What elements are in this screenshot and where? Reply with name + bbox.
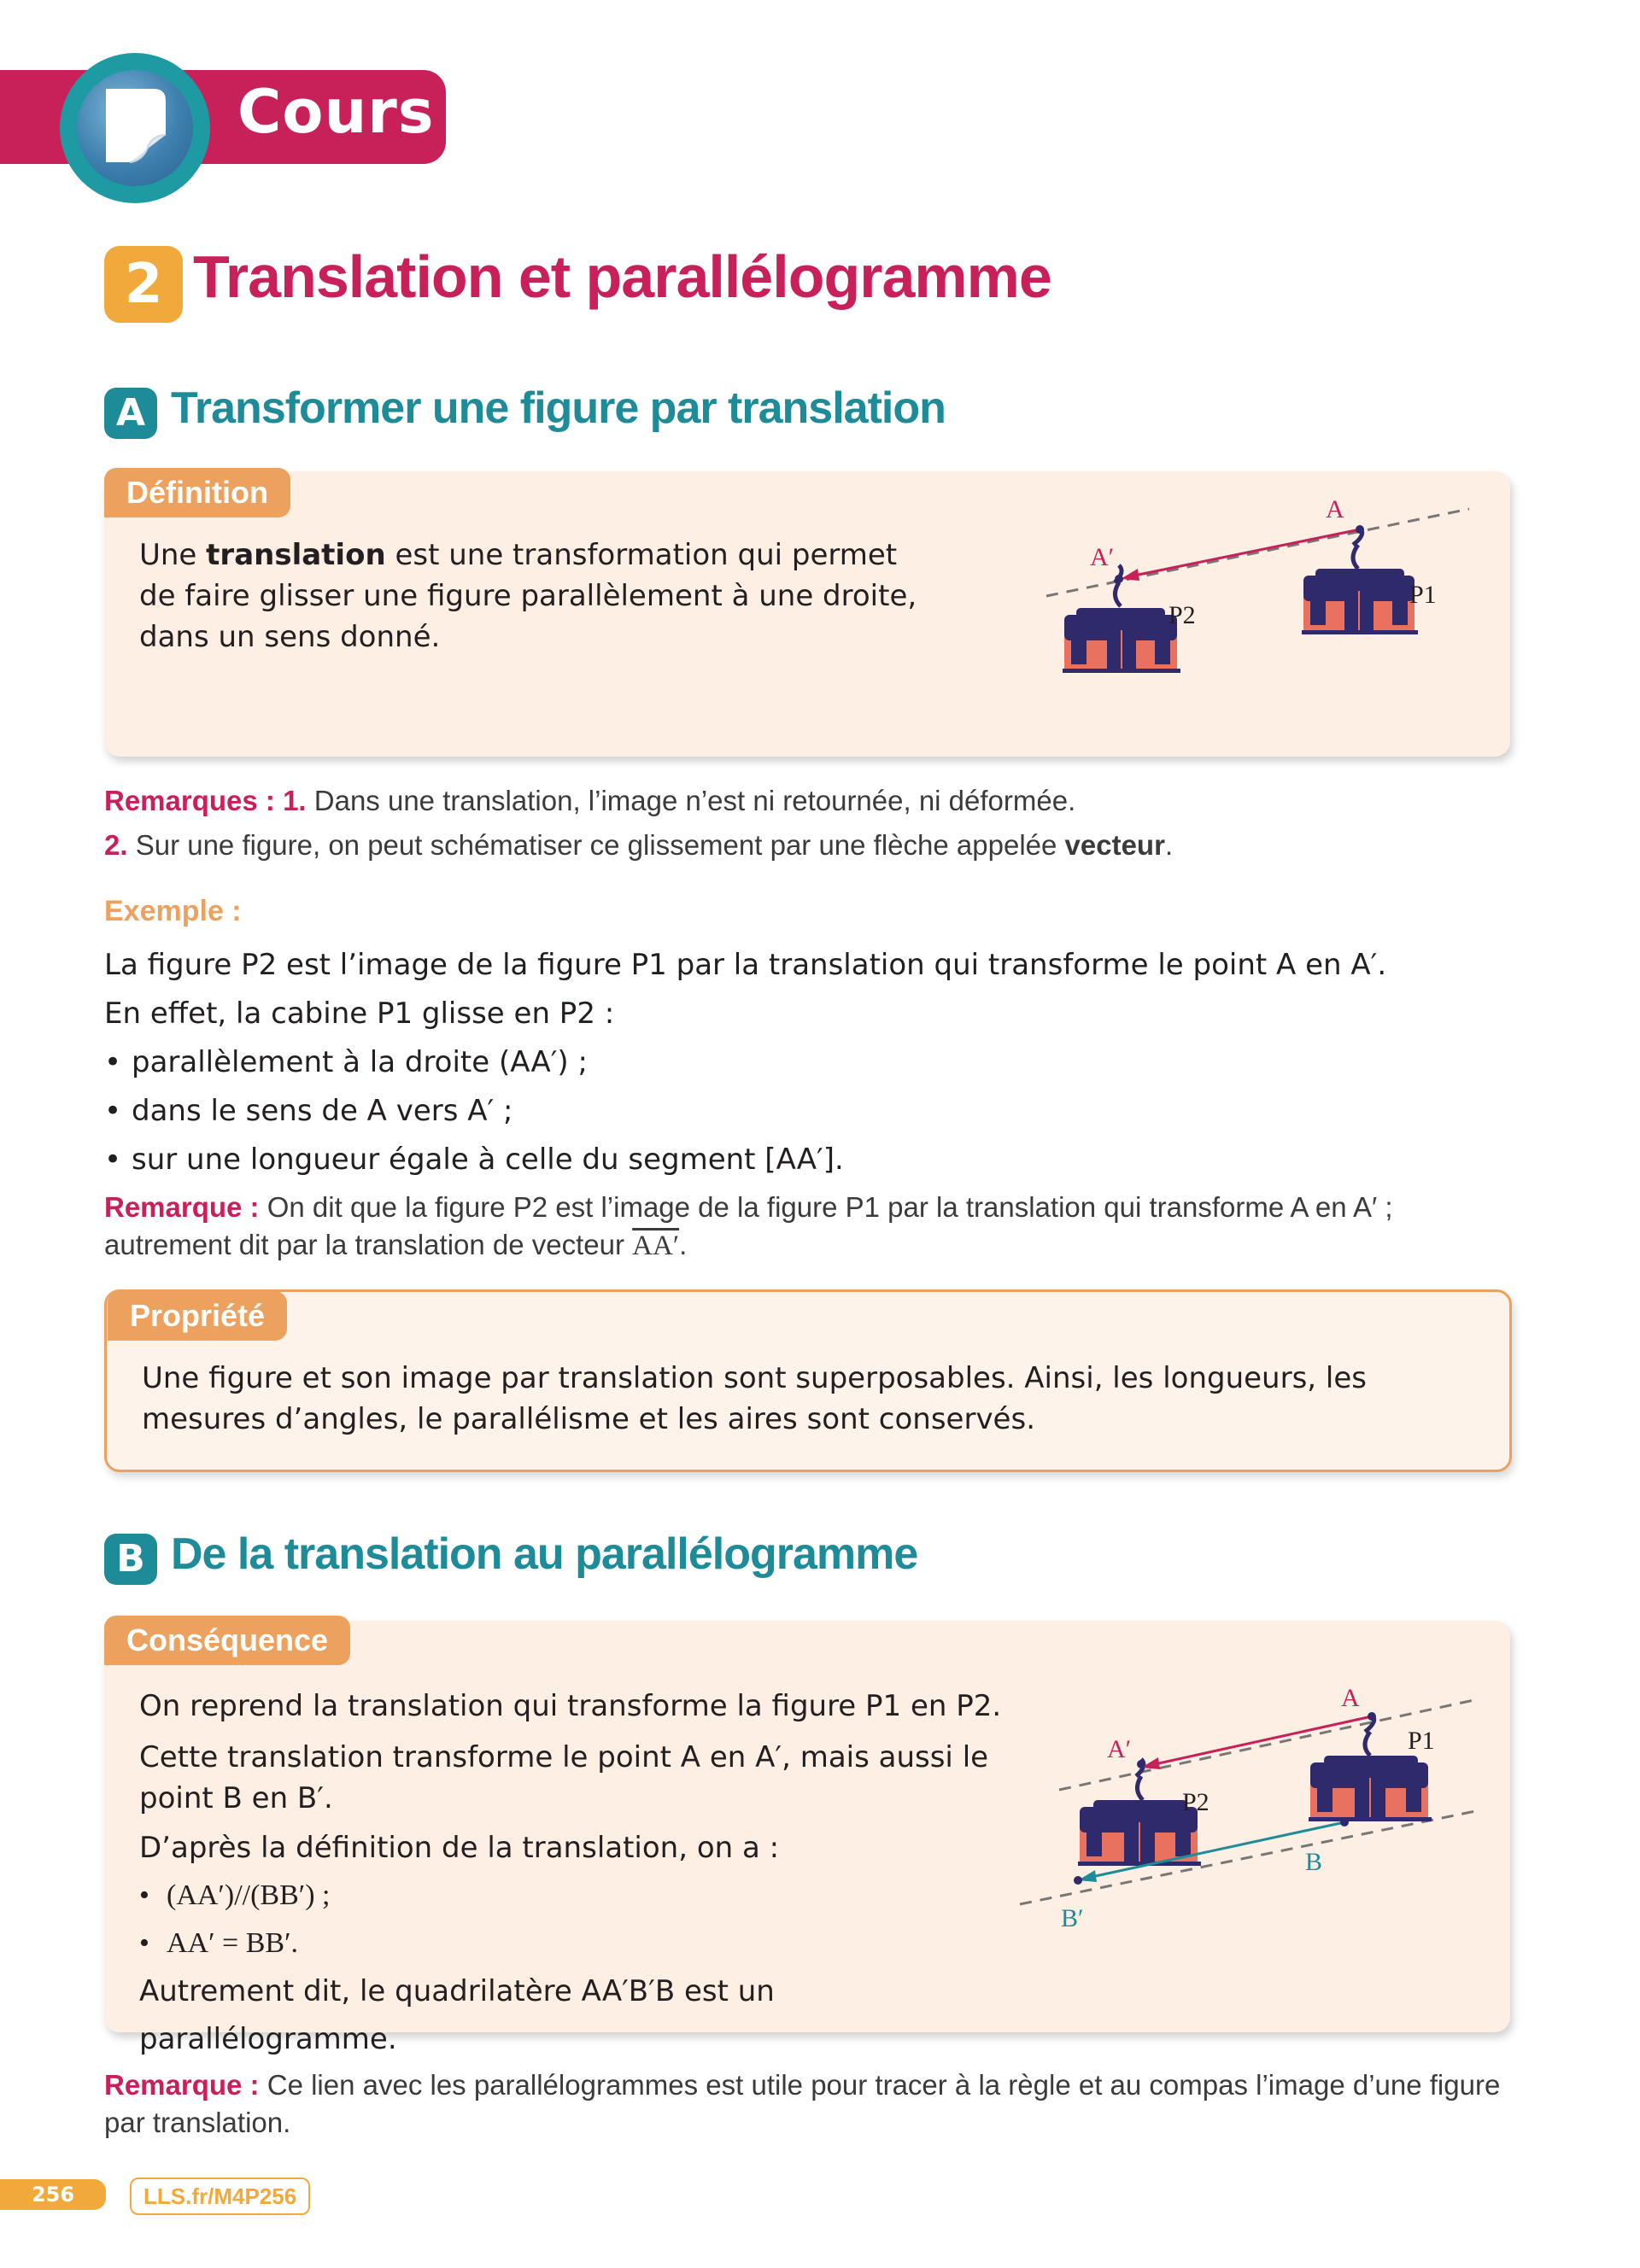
label-a-prime: A′: [1090, 543, 1115, 571]
label-p2: P2: [1168, 601, 1196, 629]
remarks-line-1: Remarques : 1. Dans une translation, l’image n’est ni retournée, ni déformée.: [104, 785, 1076, 816]
remark-final: Remarque : Ce lien avec les parallélogrammes est utile pour tracer à la règle et au compas l’image d’une figure par translation.: [104, 2069, 1501, 2138]
page-icon: [101, 84, 171, 167]
definition-term: translation: [206, 538, 386, 572]
definition-tab: Définition: [104, 468, 290, 517]
consequence-bullets: [139, 1872, 1028, 1967]
label-b-prime: B′: [1061, 1904, 1084, 1932]
section-b-title: De la translation au parallélogramme: [171, 1529, 918, 1579]
cable-car-figure-2: [1008, 1682, 1495, 1938]
consequence-line-2: Cette translation transforme le point A en A′, mais aussi le point B en B′.: [139, 1740, 989, 1815]
consequence-bullet: • AA′ = BB′.: [139, 1920, 1028, 1967]
example-label: Exemple :: [104, 895, 242, 927]
example-text: [104, 941, 1539, 1184]
consequence-text: [139, 1682, 1028, 2063]
property-text: Une figure et son image par translation sont superposables. Ainsi, les longueurs, les mesures d’angles, le parallélisme et les aires sont conservés.: [142, 1361, 1367, 1436]
vector-aa-prime: AA′: [632, 1230, 680, 1261]
section-b-badge: B: [104, 1534, 157, 1585]
cable-car-figure-1: [1025, 487, 1486, 717]
example-line-1: La figure P2 est l’image de la figure P1 par la translation qui transforme le point A en A′.: [104, 948, 1387, 982]
consequence-tab: Conséquence: [104, 1616, 350, 1665]
section-a-title: Transformer une figure par translation: [171, 383, 946, 433]
section-a-badge: A: [104, 388, 157, 439]
example-bullets: [104, 1038, 1539, 1184]
label-b: B: [1305, 1848, 1323, 1876]
label-a-prime: A′: [1107, 1735, 1132, 1763]
remark-vector: Remarque : On dit que la figure P2 est l’image de la figure P1 par la translation qui transforme A en A′ ; autrement dit par la translation de vecteur AA′.: [104, 1191, 1393, 1261]
label-a: A: [1341, 1684, 1360, 1712]
cabin-p1: [1302, 528, 1418, 634]
cours-label: Cours: [237, 77, 435, 147]
footer-link[interactable]: LLS.fr/M4P256: [130, 2177, 310, 2215]
example-line-2: En effet, la cabine P1 glisse en P2 :: [104, 997, 615, 1031]
vector-arrow: [1134, 529, 1360, 576]
example-bullet: • sur une longueur égale à celle du segment [AA′].: [104, 1136, 1539, 1184]
consequence-line-1: On reprend la translation qui transforme la figure P1 en P2.: [139, 1689, 1002, 1723]
property-tab: Propriété: [108, 1291, 287, 1341]
definition-text: Une translation est une transformation qui permet de faire glisser une figure parallèlement à une droite, dans un sens donné.: [139, 538, 917, 654]
label-p1: P1: [1409, 581, 1437, 609]
example-bullet: • dans le sens de A vers A′ ;: [104, 1087, 1539, 1136]
example-bullet: • parallèlement à la droite (AA′) ;: [104, 1038, 1539, 1087]
consequence-line-3: D’après la définition de la translation, on a :: [139, 1831, 780, 1865]
consequence-bullet: • (AA′)//(BB′) ;: [139, 1872, 1028, 1920]
chapter-title: Translation et parallélogramme: [193, 243, 1051, 310]
remarks-line-2: 2. Sur une figure, on peut schématiser ce glissement par une flèche appelée vecteur.: [104, 829, 1174, 861]
label-a: A: [1326, 495, 1344, 523]
label-p2: P2: [1182, 1788, 1210, 1816]
label-p1: P1: [1408, 1727, 1435, 1755]
chapter-number: 2: [104, 246, 183, 323]
consequence-line-4: Autrement dit, le quadrilatère AA′B′B est un parallélogramme.: [139, 1974, 775, 2056]
page-number: 256: [0, 2179, 106, 2210]
